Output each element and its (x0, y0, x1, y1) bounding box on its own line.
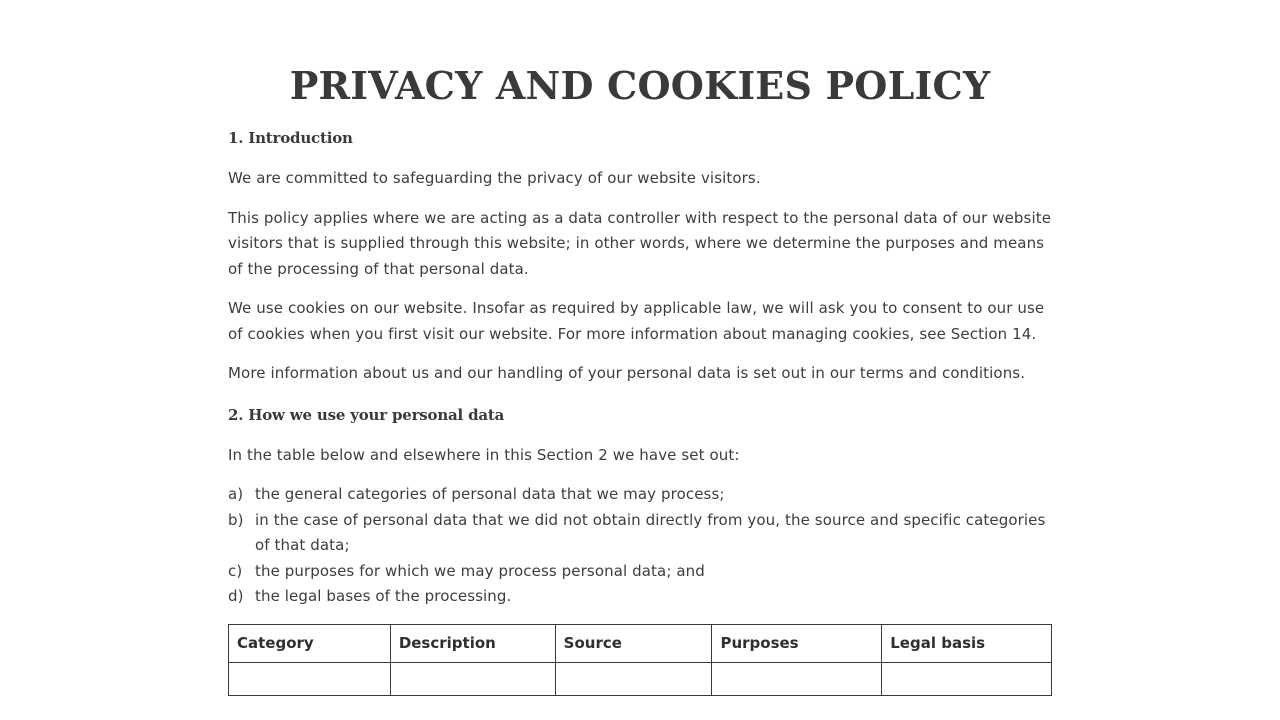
table-header-row (229, 624, 1052, 662)
list-item (228, 508, 1052, 559)
table-cell (555, 662, 712, 695)
table-cell (390, 662, 555, 695)
column-header-description: Description (390, 624, 555, 662)
list-item-text: in the case of personal data that we did not obtain directly from you, the source and specific categories of that data; (255, 510, 1046, 554)
paragraph: We are committed to safeguarding the privacy of our website visitors. (228, 169, 761, 187)
column-header-legal-basis: Legal basis (882, 624, 1052, 662)
list-marker: d) (228, 587, 244, 605)
paragraph: This policy applies where we are acting as a data controller with respect to the personal data of our website visitors that is supplied through this website; in other words, where we determine the purposes and means of the processing of that personal data. (228, 208, 1052, 278)
table-cell (712, 662, 882, 695)
column-header-category: Category (229, 624, 391, 662)
table-row (229, 662, 1052, 695)
list-marker: c) (228, 561, 243, 580)
page-title: PRIVACY AND COOKIES POLICY (289, 63, 991, 108)
alpha-list (228, 482, 1052, 610)
table-cell (229, 662, 391, 695)
list-item-text: the general categories of personal data that we may process; (255, 485, 725, 503)
table-cell (882, 662, 1052, 695)
list-item (228, 559, 1052, 585)
list-item-text: the legal bases of the processing. (255, 587, 512, 605)
paragraph: More information about us and our handling of your personal data is set out in our terms and conditions. (228, 364, 1026, 382)
column-header-purposes: Purposes (712, 624, 882, 662)
list-item (228, 584, 1052, 610)
section-heading-how-we-use: 2. How we use your personal data (228, 405, 505, 424)
list-item-text: the purposes for which we may process personal data; and (255, 561, 705, 580)
column-header-source: Source (555, 624, 712, 662)
list-marker: b) (228, 510, 244, 529)
paragraph: We use cookies on our website. Insofar as required by applicable law, we will ask you to consent to our use of cookies when you first visit our website. For more information about managing cookies, see Section 14. (228, 299, 1045, 343)
list-marker: a) (228, 485, 244, 503)
list-item (228, 482, 1052, 508)
personal-data-table (228, 624, 1052, 696)
paragraph: In the table below and elsewhere in this Section 2 we have set out: (228, 445, 740, 464)
section-heading-introduction: 1. Introduction (228, 129, 353, 147)
policy-document (228, 0, 1052, 696)
